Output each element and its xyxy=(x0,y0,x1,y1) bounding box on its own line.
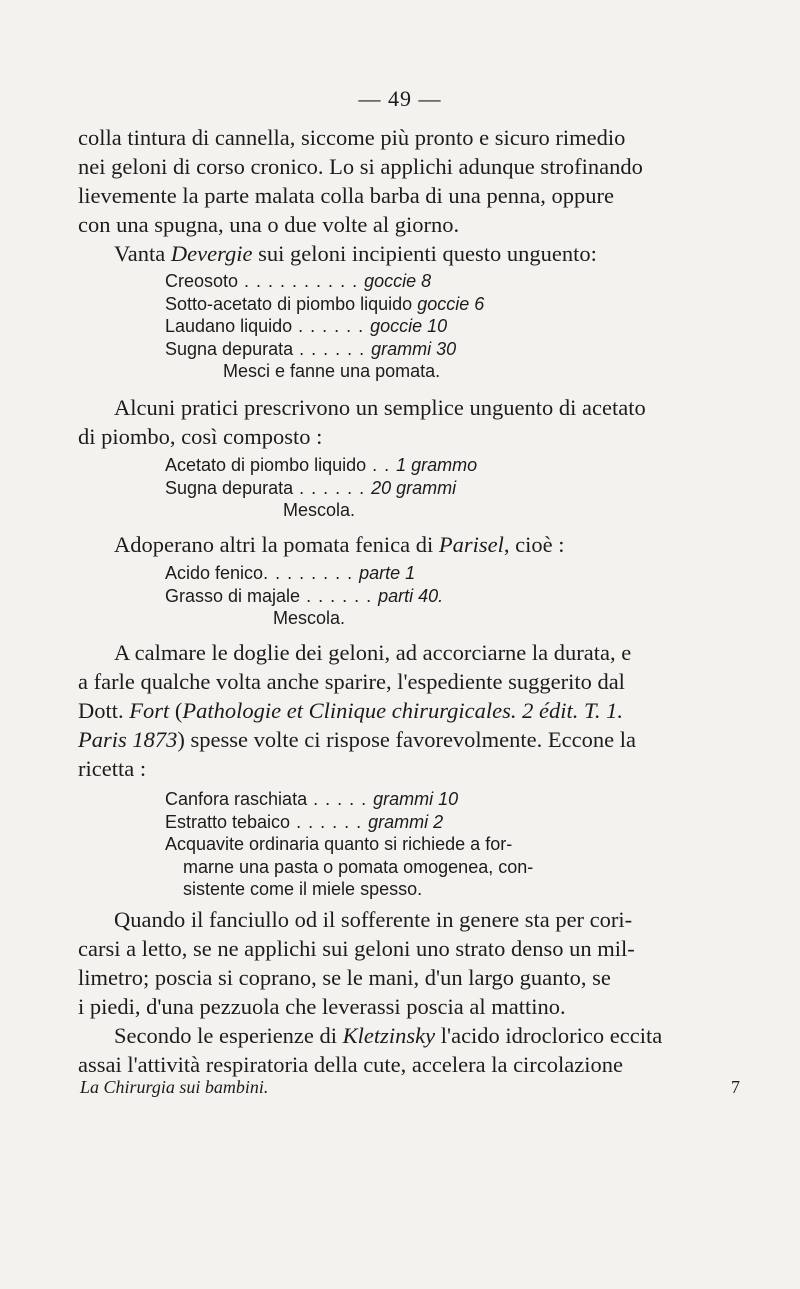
text-line: Alcuni pratici prescrivono un semplice unguento di acetato xyxy=(114,395,646,420)
paragraph-5 xyxy=(78,638,748,783)
recipe-note: Mescola. xyxy=(283,500,356,520)
author-name: Parisel xyxy=(438,532,504,557)
book-place: Paris 1873 xyxy=(78,727,178,752)
text-line: assai l'attività respiratoria della cute, accelera la circolazione xyxy=(78,1052,623,1077)
recipe-2 xyxy=(165,454,477,522)
recipe-line: Canfora raschiata . . . . . grammi 10 xyxy=(165,789,459,809)
paragraph-4 xyxy=(78,530,748,559)
text-line: Paris 1873) spesse volte ci rispose favorevolmente. Eccone la xyxy=(78,727,636,752)
author-name: Kletzinsky xyxy=(342,1023,436,1048)
text-line: i piedi, d'una pezzuola che leverassi poscia al mattino. xyxy=(78,994,566,1019)
text-line: A calmare le doglie dei geloni, ad accorciarne la durata, e xyxy=(114,640,632,665)
author-name: Fort xyxy=(129,698,170,723)
text-line: carsi a letto, se ne applichi sui geloni uno strato denso un mil- xyxy=(78,936,635,961)
recipe-line: Acetato di piombo liquido . . 1 grammo xyxy=(165,455,478,475)
recipe-line: Sotto-acetato di piombo liquido goccie 6 xyxy=(165,293,485,314)
recipe-note: Mesci e fanne una pomata. xyxy=(223,361,441,381)
recipe-line: Acquavite ordinaria quanto si richiede a for- xyxy=(165,834,513,854)
recipe-line: sistente come il miele spesso. xyxy=(183,879,423,899)
recipe-line: Acido fenico. . . . . . . . parte 1 xyxy=(165,563,416,583)
recipe-line: marne una pasta o pomata omogenea, con- xyxy=(183,856,534,877)
recipe-line: Sugna depurata . . . . . . grammi 30 xyxy=(165,338,457,359)
recipe-4 xyxy=(165,788,533,901)
paragraph-1 xyxy=(78,123,748,239)
book-title: Pathologie et Clinique chirurgicales. 2 édit. T. 1. xyxy=(182,698,623,723)
paragraph-7 xyxy=(78,1021,748,1079)
page-number: — 49 — xyxy=(358,86,442,111)
text-line: ricetta : xyxy=(78,756,147,781)
paragraph-3 xyxy=(78,393,748,451)
author-name: Devergie xyxy=(170,241,253,266)
recipe-line: Laudano liquido . . . . . . goccie 10 xyxy=(165,316,448,336)
recipe-line: Grasso di majale . . . . . . parti 40. xyxy=(165,585,444,606)
text-line: limetro; poscia si coprano, se le mani, d'un largo guanto, se xyxy=(78,965,611,990)
recipe-line: Sugna depurata . . . . . . 20 grammi xyxy=(165,477,457,498)
recipe-line: Creosoto . . . . . . . . . . goccie 8 xyxy=(165,271,432,291)
paragraph-2 xyxy=(78,239,748,268)
recipe-line: Estratto tebaico . . . . . . grammi 2 xyxy=(165,811,444,832)
text-line: Dott. Fort (Pathologie et Clinique chirurgicales. 2 édit. T. 1. xyxy=(78,698,623,723)
recipe-3 xyxy=(165,562,443,630)
text-line: lievemente la parte malata colla barba di una penna, oppure xyxy=(78,183,615,208)
text-line: di piombo, così composto : xyxy=(78,424,323,449)
text-line: Quando il fanciullo od il sofferente in genere sta per cori- xyxy=(114,907,633,932)
text-line: a farle qualche volta anche sparire, l'espediente suggerito dal xyxy=(78,669,625,694)
text-line: colla tintura di cannella, siccome più pronto e sicuro rimedio xyxy=(78,125,626,150)
footer-title: La Chirurgia sui bambini. xyxy=(80,1077,269,1097)
text-line: Adoperano altri la pomata fenica di Parisel, cioè : xyxy=(114,532,565,557)
text-line: Secondo le esperienze di Kletzinsky l'acido idroclorico eccita xyxy=(114,1023,663,1048)
recipe-1 xyxy=(165,270,484,383)
text-line: nei geloni di corso cronico. Lo si applichi adunque strofinando xyxy=(78,154,643,179)
text-line: con una spugna, una o due volte al giorno. xyxy=(78,212,460,237)
signature-mark: 7 xyxy=(731,1077,740,1097)
text-line: Vanta Devergie sui geloni incipienti questo unguento: xyxy=(114,241,597,266)
signature-footer xyxy=(80,1077,740,1098)
paragraph-6 xyxy=(78,905,748,1021)
recipe-note: Mescola. xyxy=(273,608,346,628)
